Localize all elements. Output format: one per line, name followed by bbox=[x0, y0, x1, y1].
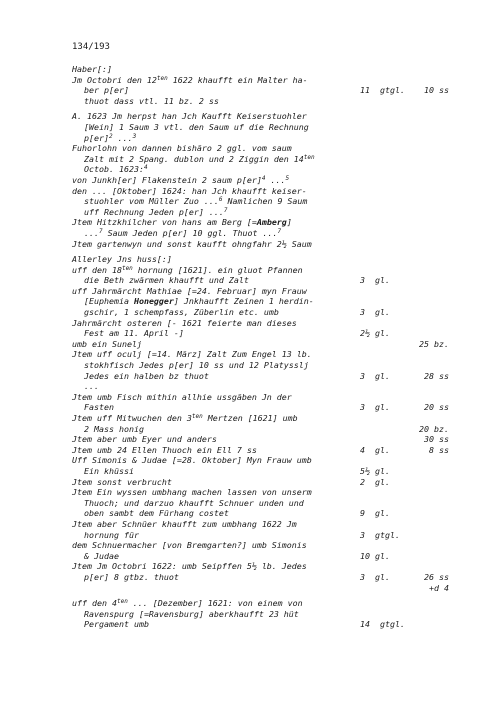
amount-minor: 20 bz. bbox=[419, 423, 449, 434]
line-text: thuot dass vtl. 11 bz. 2 ss bbox=[84, 95, 219, 106]
ledger-line bbox=[72, 196, 472, 207]
ledger-line bbox=[72, 424, 472, 435]
ledger-line bbox=[72, 360, 472, 371]
line-text: stuohler vom Müller Zuo ...$^6$ Namlichen 9 Saum bbox=[84, 196, 308, 207]
ledger-line bbox=[72, 598, 472, 609]
ledger-line bbox=[72, 286, 472, 297]
line-text: Ravenspurg [=Ravensburg] aberkhaufft 23 hüt bbox=[84, 608, 299, 619]
amount-minor: 28 ss bbox=[424, 370, 449, 381]
line-text: p[er]$^2$ ...$^3$ bbox=[84, 132, 137, 143]
ledger-line bbox=[72, 413, 472, 424]
ledger-line bbox=[72, 307, 472, 318]
line-text: uff den $18^{ten}$ hornung [1621]. ein gluot Pfannen bbox=[72, 264, 303, 275]
ledger-line bbox=[72, 477, 472, 488]
amount-minor: 25 bz. bbox=[419, 338, 449, 349]
line-text: Pergament umb bbox=[84, 619, 149, 630]
line-text: Jtem gartenwyn und sonst kaufft ohngfahr 2½ Saum bbox=[72, 238, 312, 249]
line-text: oben sambt dem Fürhang costet bbox=[84, 508, 229, 519]
line-text: Thuoch; und darzuo khaufft Schnuer unden und bbox=[84, 497, 304, 508]
line-text: dem Schnuermacher [von Bremgarten?] umb Simonis bbox=[72, 540, 307, 551]
line-text: Jtem Ein wyssen umbhang machen lassen von unserm bbox=[72, 487, 312, 498]
ledger-line bbox=[72, 228, 472, 239]
ledger-line bbox=[72, 540, 472, 551]
line-text: Fasten bbox=[84, 402, 114, 413]
line-text: Jtem umb 24 Ellen Thuoch ein Ell 7 ss bbox=[72, 444, 257, 455]
ledger-line bbox=[72, 455, 472, 466]
ledger-line bbox=[72, 349, 472, 360]
amount-minor: 30 ss bbox=[424, 434, 449, 445]
amount-gulden: 3 gl. bbox=[360, 402, 390, 413]
ledger-line bbox=[72, 392, 472, 403]
line-text: die Beth zwärmen khaufft und Zalt bbox=[84, 275, 249, 286]
line-text: Jtem umb Fisch mithin allhie ussgäben Jn der bbox=[72, 391, 292, 402]
line-text: den ... [Oktober] 1624: han Jch khaufft keiser- bbox=[72, 185, 307, 196]
line-text: Jtem aber Schnüer khaufft zum umbhang 1622 Jm bbox=[72, 518, 297, 529]
amount-minor: 20 ss bbox=[424, 402, 449, 413]
line-text: stokhfisch Jedes p[er] 10 ss und 12 Platysslj bbox=[84, 360, 309, 371]
ledger-line bbox=[72, 122, 472, 133]
ledger-line bbox=[72, 445, 472, 456]
ledger-line bbox=[72, 318, 472, 329]
amount-minor: 26 ss bbox=[424, 571, 449, 582]
ledger-line bbox=[72, 508, 472, 519]
line-text: 2 Mass honig bbox=[84, 423, 144, 434]
line-text: p[er] 8 gtbz. thuot bbox=[84, 571, 179, 582]
line-text: hornung für bbox=[84, 529, 139, 540]
line-text: & Judae bbox=[84, 550, 119, 561]
line-text: Allerley Jns huss[:] bbox=[72, 254, 172, 265]
line-text: Jtem uff Mitwuchen den $3^{ten}$ Mertzen [1621] umb bbox=[72, 413, 298, 423]
ledger-line bbox=[72, 402, 472, 413]
ledger-line bbox=[72, 133, 472, 144]
line-text: uff den $4^{ten}$ ... [Dezember] 1621: von einem von bbox=[72, 598, 303, 609]
line-text: Fuhorlohn von dannen bishäro 2 ggl. vom saum bbox=[72, 143, 292, 154]
ledger-line bbox=[72, 265, 472, 276]
line-text: ber p[er] bbox=[84, 85, 129, 96]
page-number: 134/193 bbox=[72, 42, 110, 52]
line-text: Uff Simonis & Judae [=28. Oktober] Myn Frauw umb bbox=[72, 455, 312, 466]
line-text: Ein khüssi bbox=[84, 465, 134, 476]
ledger-line bbox=[72, 64, 472, 75]
ledger-line bbox=[72, 551, 472, 562]
line-text: A. 1623 Jm herpst han Jch Kaufft Keiserstuohler bbox=[72, 111, 307, 122]
ledger-line bbox=[72, 583, 472, 594]
ledger-line bbox=[72, 275, 472, 286]
amount-minor: 8 ss bbox=[429, 444, 449, 455]
line-text: Jahrmärcht osteren [- 1621 feierte man dieses bbox=[72, 317, 297, 328]
ledger-line bbox=[72, 498, 472, 509]
line-text: uff Jahrmärcht Mathiae [=24. Februar] myn Frauw bbox=[72, 285, 307, 296]
ledger-line bbox=[72, 111, 472, 122]
amount-gulden: 3 gl. bbox=[360, 275, 390, 286]
ledger-line bbox=[72, 254, 472, 265]
ledger-line bbox=[72, 381, 472, 392]
line-text: Jtem uff oculj [=14. März] Zalt Zum Engel 13 lb. bbox=[72, 349, 312, 360]
line-text: Haber[:] bbox=[72, 64, 112, 74]
ledger-line bbox=[72, 186, 472, 197]
ledger-line bbox=[72, 143, 472, 154]
ledger-line bbox=[72, 371, 472, 382]
line-text: von Junkh[er] Flakenstein 2 saum p[er]$^4$ ...$^5$ bbox=[72, 174, 290, 185]
amount-gulden: 4 gl. bbox=[360, 444, 390, 455]
ledger-lines bbox=[72, 64, 472, 630]
ledger-line bbox=[72, 328, 472, 339]
line-text: uff Rechnung Jeden p[er] ...$^7$ bbox=[84, 206, 228, 217]
ledger-line bbox=[72, 207, 472, 218]
ledger-line bbox=[72, 85, 472, 96]
ledger-line bbox=[72, 487, 472, 498]
line-text: Zalt mit 2 Spang. dublon und 2 Ziggin den $14^{ten}$ bbox=[84, 153, 315, 164]
line-text: ...$^7$ Saum Jeden p[er] 10 ggl. Thuot ...$^7$ bbox=[84, 227, 282, 238]
amount-gulden: 2½ gl. bbox=[360, 328, 390, 339]
amount-gulden: 14 gtgl. bbox=[360, 619, 405, 630]
line-text: Jedes ein halben bz thuot bbox=[84, 370, 209, 381]
ledger-line bbox=[72, 154, 472, 165]
ledger-line bbox=[72, 530, 472, 541]
line-text: umb ein Sunelj bbox=[72, 338, 142, 349]
ledger-line bbox=[72, 434, 472, 445]
line-text: Fest am 11. April -] bbox=[84, 328, 184, 339]
amount-gulden: 5½ gl. bbox=[360, 465, 390, 476]
ledger-line bbox=[72, 561, 472, 572]
line-text: [Euphemia Honegger] Jnkhaufft Zeinen 1 herdin- bbox=[84, 296, 314, 307]
ledger-line bbox=[72, 75, 472, 86]
line-text: Jtem aber umb Eyer und anders bbox=[72, 434, 217, 445]
amount-minor: +d 4 bbox=[429, 582, 449, 593]
line-text: Octob. 1623:$^4$ bbox=[84, 164, 148, 175]
amount-gulden: 11 gtgl. bbox=[360, 85, 405, 96]
line-text: Jtem Hitzkhilcher von hans am Berg [=Amberg] bbox=[72, 217, 292, 228]
ledger-line bbox=[72, 239, 472, 250]
ledger-line bbox=[72, 609, 472, 620]
amount-gulden: 3 gl. bbox=[360, 370, 390, 381]
ledger-line bbox=[72, 619, 472, 630]
ledger-line bbox=[72, 572, 472, 583]
ledger-line bbox=[72, 519, 472, 530]
amount-gulden: 3 gtgl. bbox=[360, 529, 400, 540]
ledger-line bbox=[72, 96, 472, 107]
line-text: [Wein] 1 Saum 3 vtl. den Saum uf die Rechnung bbox=[84, 121, 309, 132]
amount-minor: 10 ss bbox=[424, 85, 449, 96]
ledger-line bbox=[72, 466, 472, 477]
line-text: ... bbox=[84, 381, 99, 392]
ledger-line bbox=[72, 296, 472, 307]
line-text: Jtem Jm Octobri 1622: umb Seipffen 5½ lb. Jedes bbox=[72, 561, 307, 572]
ledger-line bbox=[72, 164, 472, 175]
ledger-line bbox=[72, 339, 472, 350]
amount-gulden: 10 gl. bbox=[360, 550, 390, 561]
line-text: Jm Octobri den $12^{ten}$ 1622 khaufft ein Malter ha- bbox=[72, 74, 308, 85]
amount-gulden: 2 gl. bbox=[360, 476, 390, 487]
amount-gulden: 9 gl. bbox=[360, 508, 390, 519]
amount-gulden: 3 gl. bbox=[360, 307, 390, 318]
line-text: Jtem sonst verbrucht bbox=[72, 476, 172, 487]
line-text: gschir, 1 schempfass, Züberlin etc. umb bbox=[84, 307, 279, 318]
amount-gulden: 3 gl. bbox=[360, 571, 390, 582]
ledger-line bbox=[72, 175, 472, 186]
ledger-line bbox=[72, 217, 472, 228]
